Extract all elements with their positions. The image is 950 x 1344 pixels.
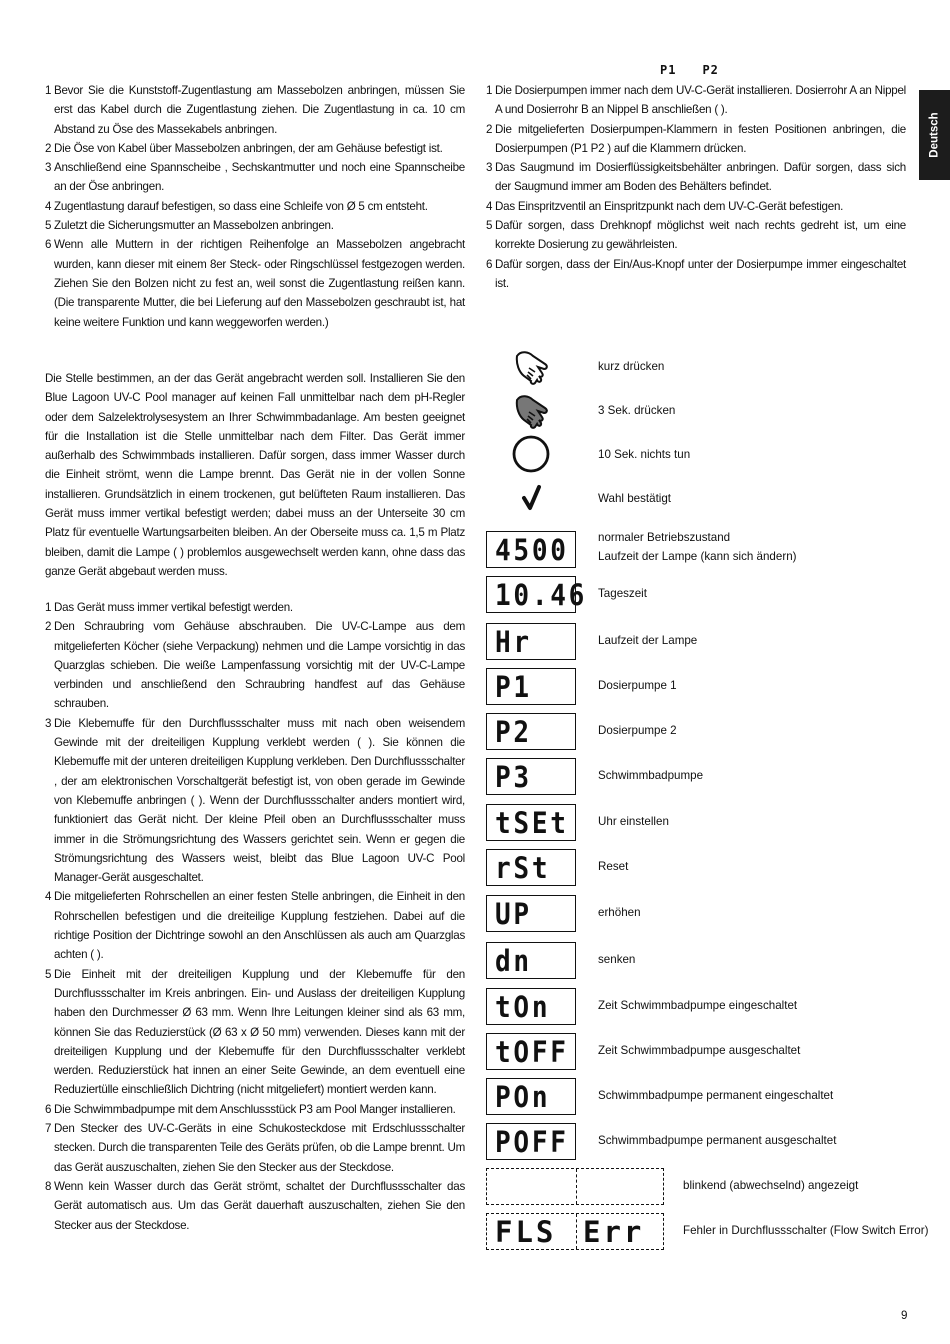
lcd-display [486,1123,576,1160]
legend-row [486,346,576,386]
item-number: 3 [486,161,493,175]
item-number: 6 [486,257,493,271]
legend-row [486,849,576,886]
item-number: 5 [45,219,52,233]
item-number: 3 [45,716,52,730]
item-number: 2 [45,620,52,634]
page-number: 9 [901,1309,908,1322]
item-text: Das Gerät muss immer vertikal befestigt werden. [54,601,293,614]
circle-icon [486,434,576,474]
legend-label: Wahl bestätigt [598,492,672,505]
lcd-display [486,713,576,750]
legend-row [486,1168,664,1205]
item-number: 6 [45,238,52,252]
legend-row [486,758,576,795]
lcd-display [486,623,576,660]
checkmark-icon [486,483,576,513]
list-item [45,216,465,235]
legend-label: Laufzeit der Lampe [598,634,698,647]
lcd-divider [576,1169,577,1204]
legend-label: Schwimmbadpumpe permanent eingeschaltet [598,1089,834,1102]
lcd-divider [576,1214,577,1249]
legend-row [486,1033,576,1070]
item-number: 2 [486,122,493,136]
item-text: Bevor Sie die Kunststoff-Zugentlastung am Massebolzen anbringen, müssen Sie erst das Kabel durch die Zugentlastung ziehen. Die Zugentlastung in ca. 10 cm Abstand zu Öse des Massekabels anbringen. [54,84,465,136]
list-item [486,158,906,197]
legend-label: erhöhen [598,906,641,919]
legend-label: Dosierpumpe 1 [598,679,677,692]
item-text: Die mitgelieferten Rohrschellen an einer festen Stelle anbringen, die Einheit in den Rohrschellen befestigen und die dreiteilige Kupplung festziehen. Dabei auf die richtige Position der Dichtringe sowohl an den Anschlüssen als auch am Quarzglas achten ( ). [54,890,465,962]
location-paragraph: Die Stelle bestimmen, an der das Gerät angebracht werden soll. Installieren Sie den Blue Lagoon UV-C Pool manager auf keinen Fall unmittelbar nach dem pH-Regler oder dem Salzelektrolysesystem an Ihrer Schwimmbadanlage. Am besten geeignet für die Installation ist die Stelle unmittelbar nach dem Filter. Das Gerät immer außerhalb des Schwimmbads installieren. Dafür sorgen, dass immer Wasser durch die Einheit strömt, wenn die Lampe brennt. Das Gerät nie in der vollen Sonne installieren. Grundsätzlich in einem trockenen, gut belüfteten Raum installieren. Das Gerät muss immer vertikal befestigt werden; dabei muss an der Unterseite 30 cm Platz für eventuelle Wartungsarbeiten bleiben. An der Oberseite muss ca. 1,5 m Platz bleiben, damit die Lampe ( ) problemlos ausgewechselt werden kann, ohne dass das ganze Gerät abgebaut werden muss. [45,372,465,578]
legend-row [486,623,576,660]
legend-label: Schwimmbadpumpe [598,769,704,782]
lcd-text: FLS [495,1214,557,1249]
legend-label: 10 Sek. nichts tun [598,448,691,461]
list-item [45,139,465,158]
legend-row [486,713,576,750]
item-text: Die Einheit mit der dreiteiligen Kupplung und der Klebemuffe für den Durchflussschalter im Kreis anbringen. Ein- und Auslass der dreiteiligen Kupplung haben den Durchmesser Ø 63 mm. Wenn Ihre Leitungen kleiner sind als 63 mm, können Sie das Reduzierstück (Ø 63 x Ø 50 mm) verwenden. Dieses kann mit der dreiteiligen Kupplung und der Klebemuffe für den Durchflussschalter verklebt werden. Reduzierstück hat innen an einer Seite Gewinde, an dem eventuell eine Reduziertülle einschließlich Dichtring (nicht mitgeliefert) montiert werden kann. [54,967,465,1097]
header-label-p2: P2 [702,63,719,77]
item-text: Den Stecker des UV-C-Geräts in eine Schukosteckdose mit Erdschlussschalter stecken. Durch die transparenten Teile des Geräts prüfen, ob die Lampe brennt. Um das Gerät auszuschalten, ziehen Sie den Stecker aus der Steckdose. [54,1122,465,1174]
lcd-text: dn [495,943,532,978]
legend-label: Zeit Schwimmbadpumpe ausgeschaltet [598,1044,801,1057]
installation-steps [45,598,465,1235]
lcd-display [486,758,576,795]
item-text: Die Klebemuffe für den Durchflussschalter muss mit nach oben weisendem Gewinde mit der dreiteiligen Kupplung verklebt werden ( ). Sie können die Klebemuffe mit der unteren dreiteiligen Kupplung verkleben. Den Durchflussschalter , der am elektronischen Vorschaltgerät befestigt ist, von oben gerade im Gewinde von Klebemuffe anbringen ( ). Wenn der Durchflussschalter anders montiert wird, funktioniert das Gerät nicht. Der kleine Pfeil oben an Durchflussschalter muss immer in die Strömungsrichtung des Wassers gerichtet sein. Wenn er gegen die Strömungsrichtung des Wassers weist, bleibt das Blue Lagoon UV-C Pool Manager-Gerät ausgeschaltet. [54,716,465,885]
legend-row [486,478,576,518]
item-text: Den Schraubring vom Gehäuse abschrauben. Die UV-C-Lampe aus dem mitgelieferten Köcher (siehe Verpackung) nehmen und die Lampe vorsichtig in das Quarzglas schieben. Die weiße Lampenfassung vorsichtig mit der UV-C-Lampe verbinden und anschließend den Schraubring handfest auf das Gehäuse schrauben. [54,620,465,711]
lcd-text: Hr [495,624,532,659]
language-tab[interactable] [919,90,950,180]
list-item [45,197,465,216]
item-text: Die mitgelieferten Dosierpumpen-Klammern in festen Positionen anbringen, die Dosierpumpen (P1 P2 ) auf die Klammern drücken. [495,122,906,155]
ground-cable-steps [45,81,465,332]
legend-label: Zeit Schwimmbadpumpe eingeschaltet [598,999,798,1012]
legend-row [486,988,576,1025]
item-number: 6 [45,1102,52,1116]
item-number: 4 [486,199,493,213]
legend-row [486,1078,576,1115]
lcd-text: tSEt [495,805,569,840]
header-label-p1: P1 [660,63,677,77]
lcd-text: POFF [495,1124,569,1159]
legend-row [486,576,588,613]
legend-label: Uhr einstellen [598,815,669,828]
legend-label: kurz drücken [598,360,665,373]
language-tab-label: Deutsch [928,112,941,158]
legend-row [486,668,576,705]
list-item [486,255,906,294]
list-item [45,887,465,964]
legend-label: Schwimmbadpumpe permanent ausgeschaltet [598,1134,837,1147]
legend-row [486,1123,576,1160]
lcd-display [486,988,576,1025]
legend-label: Reset [598,860,629,873]
list-item [45,714,465,888]
lcd-display [486,1078,576,1115]
lcd-text: P2 [495,714,532,749]
item-text: Wenn alle Muttern in der richtigen Reihenfolge an Massebolzen angebracht wurden, kann dieser mit einem 8er Steck- oder Ringschlüssel festgezogen werden. Ziehen Sie den Bolzen nicht zu fest an, weil sonst die Zugentlastung reißen kann. (Die transparente Mutter, die bei Lieferung auf den Massebolzen geschraubt ist, hat keine weitere Funktion und kann weggeworfen werden.) [54,238,465,329]
item-text: Zuletzt die Sicherungsmutter an Massebolzen anbringen. [54,219,334,233]
legend-row [486,804,576,841]
lcd-text: P3 [495,759,532,794]
list-item [45,598,465,617]
legend-row [486,531,576,568]
legend-label: Dosierpumpe 2 [598,724,677,737]
legend-label: Tageszeit [598,587,647,600]
list-item [45,617,465,713]
lcd-text: tOFF [495,1034,569,1069]
legend-row [486,895,576,932]
item-text: Die Dosierpumpen immer nach dem UV-C-Gerät installieren. Dosierrohr A an Nippel A und Dosierrohr B an Nippel B anschließen ( ). [495,84,906,117]
lcd-text: 4500 [495,532,569,567]
item-number: 5 [486,219,493,233]
item-number: 2 [45,141,52,155]
list-item [45,235,465,331]
lcd-dashed-display [486,1168,664,1205]
list-item [45,1100,465,1119]
item-text: Das Saugmund im Dosierflüssigkeitsbehälter anbringen. Dafür sorgen, dass sich der Saugmund immer am Boden des Behälters befindet. [495,161,906,194]
lcd-text [487,1169,575,1204]
list-item [486,120,906,159]
lcd-text: UP [495,896,532,931]
legend-row [486,1213,664,1250]
lcd-text: POn [495,1079,551,1114]
list-item [45,965,465,1100]
item-number: 4 [45,199,52,213]
lcd-text [575,1169,663,1204]
legend-label: Fehler in Durchflussschalter (Flow Switch Error) [683,1224,929,1237]
list-item [45,1177,465,1235]
lcd-display [486,1033,576,1070]
item-text: Anschließend eine Spannscheibe , Sechskantmutter und noch eine Spannscheibe an der Öse anbringen. [54,161,465,194]
item-number: 4 [45,890,52,904]
hand-press-icon [486,346,576,386]
item-number: 5 [45,967,52,981]
lcd-display [486,576,588,613]
item-number: 7 [45,1122,52,1136]
lcd-display [486,531,576,568]
lcd-text: Err [583,1214,645,1249]
lcd-text: 10.46 [495,577,588,612]
dosing-pump-steps [486,81,906,293]
item-number: 3 [45,161,52,175]
list-item [45,1119,465,1177]
item-text: Wenn kein Wasser durch das Gerät strömt, schaltet der Durchflussschalter das Gerät automatisch aus. Um das Gerät dauerhaft auszuschalten, ziehen Sie den Stecker aus der Steckdose. [54,1179,465,1232]
list-item [486,81,906,120]
legend-label: Laufzeit der Lampe (kann sich ändern) [598,550,797,563]
lcd-display [486,942,576,979]
legend-label: normaler Betriebszustand [598,531,731,544]
header-pump-labels [660,63,745,77]
legend-row [486,390,576,430]
lcd-dashed-display [486,1213,664,1250]
item-text: Die Öse von Kabel über Massebolzen anbringen, der am Gehäuse befestigt ist. [54,141,443,155]
item-number: 1 [45,84,52,97]
legend-row [486,942,576,979]
lcd-display [486,668,576,705]
lcd-text: tOn [495,989,551,1024]
list-item [45,81,465,139]
item-text: Das Einspritzventil an Einspritzpunkt nach dem UV-C-Gerät befestigen. [495,199,844,213]
lcd-display [486,849,576,886]
item-text: Zugentlastung darauf befestigen, so dass eine Schleife von Ø 5 cm entsteht. [54,199,428,213]
item-number: 1 [486,84,493,97]
legend-label: senken [598,953,636,966]
hand-hold-icon [486,390,576,430]
legend-label: blinkend (abwechselnd) angezeigt [683,1179,859,1192]
list-item [45,158,465,197]
list-item [486,197,906,216]
lcd-text: P1 [495,669,532,704]
lcd-text: rSt [495,850,551,885]
item-text: Dafür sorgen, dass der Ein/Aus-Knopf unter der Dosierpumpe immer eingeschaltet ist. [495,257,906,290]
item-number: 1 [45,601,52,614]
lcd-display [486,804,576,841]
legend-row [486,434,576,474]
legend-label: 3 Sek. drücken [598,404,676,417]
item-text: Die Schwimmbadpumpe mit dem Anschlussstück P3 am Pool Manger installieren. [54,1102,456,1116]
item-number: 8 [45,1179,52,1193]
item-text: Dafür sorgen, dass Drehknopf möglichst weit nach rechts gedreht ist, um eine korrekte Dosierung zu gewährleisten. [495,219,906,252]
lcd-display [486,895,576,932]
list-item [486,216,906,255]
